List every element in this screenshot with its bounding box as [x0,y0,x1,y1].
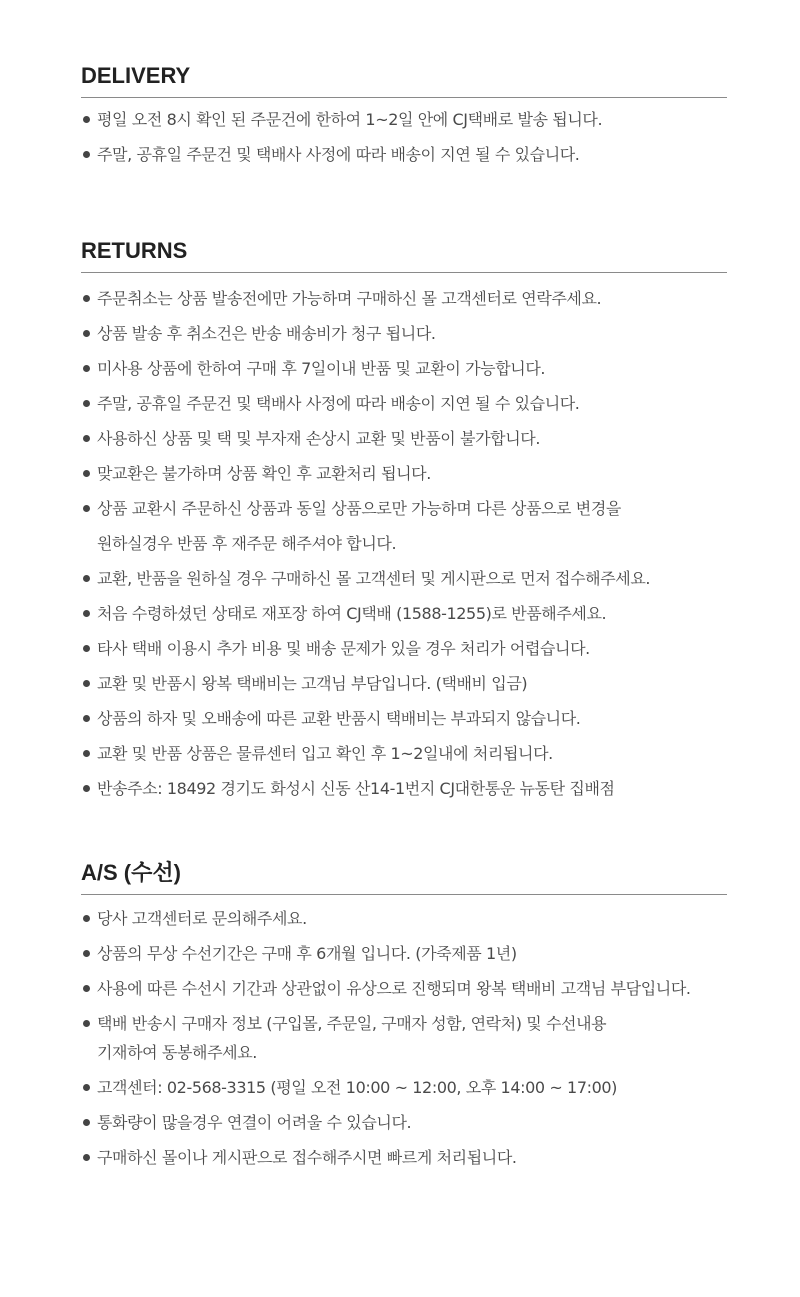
bullet-icon [83,365,90,372]
list-item: 상품 교환시 주문하신 상품과 동일 상품으로만 가능하며 다른 상품으로 변경을 원하실경우 반품 후 재주문 해주셔야 합니다. [81,491,727,561]
bullet-icon [83,645,90,652]
list-item: 통화량이 많을경우 연결이 어려울 수 있습니다. [81,1105,727,1140]
bullet-icon [83,116,90,123]
list-item: 주말, 공휴일 주문건 및 택배사 사정에 따라 배송이 지연 될 수 있습니다. [81,386,727,421]
bullet-icon [83,610,90,617]
list-item: 상품의 하자 및 오배송에 따른 교환 반품시 택배비는 부과되지 않습니다. [81,701,727,736]
as-divider [81,894,727,895]
bullet-icon [83,151,90,158]
list-item: 주말, 공휴일 주문건 및 택배사 사정에 따라 배송이 지연 될 수 있습니다. [81,137,727,172]
list-item: 택배 반송시 구매자 정보 (구입몰, 주문일, 구매자 성함, 연락처) 및 수선내용 기재하여 동봉해주세요. [81,1006,727,1070]
list-item: 당사 고객센터로 문의해주세요. [81,901,727,936]
bullet-icon [83,985,90,992]
list-item: 상품 발송 후 취소건은 반송 배송비가 청구 됩니다. [81,316,727,351]
list-item: 평일 오전 8시 확인 된 주문건에 한하여 1~2일 안에 CJ택배로 발송 됩니다. [81,102,727,137]
list-item: 처음 수령하셨던 상태로 재포장 하여 CJ택배 (1588-1255)로 반품해주세요. [81,596,727,631]
as-title: A/S (수선) [81,860,181,885]
returns-divider [81,272,727,273]
list-item-continuation: 원하실경우 반품 후 재주문 해주셔야 합니다. [97,534,397,553]
bullet-icon [83,785,90,792]
bullet-icon [83,1084,90,1091]
bullet-icon [83,1154,90,1161]
list-item: 맞교환은 불가하며 상품 확인 후 교환처리 됩니다. [81,456,727,491]
list-item: 상품의 무상 수선기간은 구매 후 6개월 입니다. (가죽제품 1년) [81,936,727,971]
bullet-icon [83,1119,90,1126]
list-item: 사용에 따른 수선시 기간과 상관없이 유상으로 진행되며 왕복 택배비 고객님 부담입니다. [81,971,727,1006]
delivery-list [81,102,727,172]
bullet-icon [83,330,90,337]
bullet-icon [83,435,90,442]
bullet-icon [83,295,90,302]
list-item: 구매하신 몰이나 게시판으로 접수해주시면 빠르게 처리됩니다. [81,1140,727,1175]
delivery-section [81,63,727,172]
bullet-icon [83,680,90,687]
list-item: 교환 및 반품 상품은 물류센터 입고 확인 후 1~2일내에 처리됩니다. [81,736,727,771]
delivery-title: DELIVERY [81,63,191,88]
returns-section [81,238,727,806]
bullet-icon [83,505,90,512]
delivery-divider [81,97,727,98]
as-section [81,860,727,1175]
list-item-continuation: 기재하여 동봉해주세요. [97,1043,257,1062]
bullet-icon [83,750,90,757]
list-item: 타사 택배 이용시 추가 비용 및 배송 문제가 있을 경우 처리가 어렵습니다. [81,631,727,666]
list-item: 고객센터: 02-568-3315 (평일 오전 10:00 ~ 12:00, 오후 14:00 ~ 17:00) [81,1070,727,1105]
bullet-icon [83,470,90,477]
list-item: 교환 및 반품시 왕복 택배비는 고객님 부담입니다. (택배비 입금) [81,666,727,701]
bullet-icon [83,950,90,957]
list-item: 미사용 상품에 한하여 구매 후 7일이내 반품 및 교환이 가능합니다. [81,351,727,386]
bullet-icon [83,575,90,582]
list-item: 주문취소는 상품 발송전에만 가능하며 구매하신 몰 고객센터로 연락주세요. [81,281,727,316]
returns-title: RETURNS [81,238,188,263]
bullet-icon [83,915,90,922]
returns-list [81,281,727,806]
bullet-icon [83,1020,90,1027]
list-item: 사용하신 상품 및 택 및 부자재 손상시 교환 및 반품이 불가합니다. [81,421,727,456]
list-item: 교환, 반품을 원하실 경우 구매하신 몰 고객센터 및 게시판으로 먼저 접수해주세요. [81,561,727,596]
bullet-icon [83,400,90,407]
as-list [81,901,727,1175]
bullet-icon [83,715,90,722]
list-item: 반송주소: 18492 경기도 화성시 신동 산14-1번지 CJ대한통운 뉴동탄 집배점 [81,771,727,806]
